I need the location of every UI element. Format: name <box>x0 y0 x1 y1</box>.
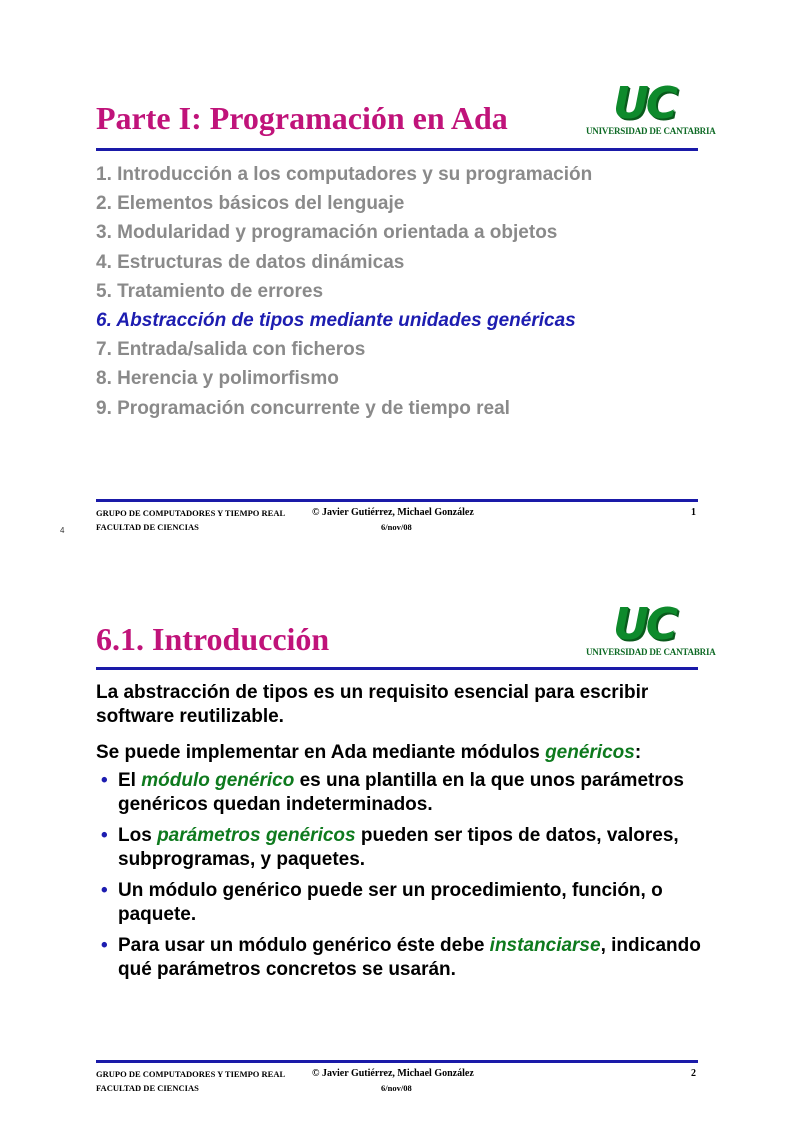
table-of-contents <box>96 160 592 423</box>
text-segment: Se puede implementar en Ada mediante módulos <box>96 742 546 763</box>
toc-item: 2. Elementos básicos del lenguaje <box>96 193 405 215</box>
slide-body <box>96 681 702 989</box>
footer-group: GRUPO DE COMPUTADORES Y TIEMPO REAL <box>96 508 286 518</box>
emphasis-text: genéricos <box>545 742 635 763</box>
intro-paragraph: La abstracción de tipos es un requisito esencial para escribir software reutilizable. <box>96 682 649 727</box>
slide-title: 6.1. Introducción <box>96 621 330 657</box>
footer-faculty: FACULTAD DE CIENCIAS <box>96 1083 199 1093</box>
text-segment: El <box>118 770 142 791</box>
toc-item: 9. Programación concurrente y de tiempo real <box>96 397 510 419</box>
university-logo <box>586 599 716 658</box>
emphasis-text: parámetros genéricos <box>157 825 356 846</box>
toc-item: 4. Estructuras de datos dinámicas <box>96 251 405 273</box>
bullet-list <box>96 769 702 982</box>
text-segment: Para usar un módulo genérico éste debe <box>118 935 490 956</box>
text-segment: Los <box>118 825 158 846</box>
emphasis-text: módulo genérico <box>141 770 295 791</box>
page-number: 2 <box>691 1068 696 1079</box>
toc-item: 1. Introducción a los computadores y su programación <box>96 164 593 185</box>
bullet-item <box>96 824 702 872</box>
text-segment: pueden ser tipos de datos, valores, subprogramas, y paquetes. <box>118 825 679 870</box>
toc-item: 5. Tratamiento de errores <box>96 280 324 302</box>
text-segment: Un módulo genérico puede ser un procedimiento, función, o paquete. <box>118 880 663 925</box>
footer-faculty: FACULTAD DE CIENCIAS <box>96 522 199 532</box>
text-segment: : <box>634 742 642 763</box>
bullet-icon: • <box>101 880 108 901</box>
footer-authors: © Javier Gutiérrez, Michael González <box>312 507 474 518</box>
side-number: 4 <box>60 526 65 535</box>
bullet-item <box>96 879 702 927</box>
logo-caption: UNIVERSIDAD DE CANTABRIA <box>586 647 716 657</box>
bullet-item <box>96 769 702 817</box>
bullet-item <box>96 934 702 982</box>
bullet-icon: • <box>101 770 108 791</box>
toc-item: 3. Modularidad y programación orientada a objetos <box>96 222 558 244</box>
footer-authors: © Javier Gutiérrez, Michael González <box>312 1068 474 1079</box>
footer-date: 6/nov/08 <box>381 1083 412 1093</box>
method-paragraph <box>96 741 702 765</box>
toc-item: 7. Entrada/salida con ficheros <box>96 339 366 361</box>
uc-logo-mark: UC <box>612 599 676 650</box>
uc-logo-mark: UC <box>612 78 676 129</box>
toc-item-active: 6. Abstracción de tipos mediante unidades genéricas <box>96 310 576 332</box>
bullet-icon: • <box>101 825 108 846</box>
text-segment: , indicando qué parámetros concretos se usarán. <box>118 935 701 980</box>
slide-2 <box>0 561 793 1122</box>
logo-caption: UNIVERSIDAD DE CANTABRIA <box>586 126 716 136</box>
footer-divider <box>96 499 698 502</box>
footer-group: GRUPO DE COMPUTADORES Y TIEMPO REAL <box>96 1069 286 1079</box>
university-logo <box>586 78 716 137</box>
footer-divider <box>96 1060 698 1063</box>
bullet-icon: • <box>101 935 108 956</box>
footer-date: 6/nov/08 <box>381 522 412 532</box>
emphasis-text: instanciarse <box>489 935 601 956</box>
slide-title: Parte I: Programación en Ada <box>96 100 508 136</box>
title-divider <box>96 148 698 151</box>
title-divider <box>96 667 698 670</box>
text-segment: es una plantilla en la que unos parámetros genéricos quedan indeterminados. <box>118 770 684 815</box>
page-number: 1 <box>691 507 696 518</box>
toc-item: 8. Herencia y polimorfismo <box>96 368 339 390</box>
